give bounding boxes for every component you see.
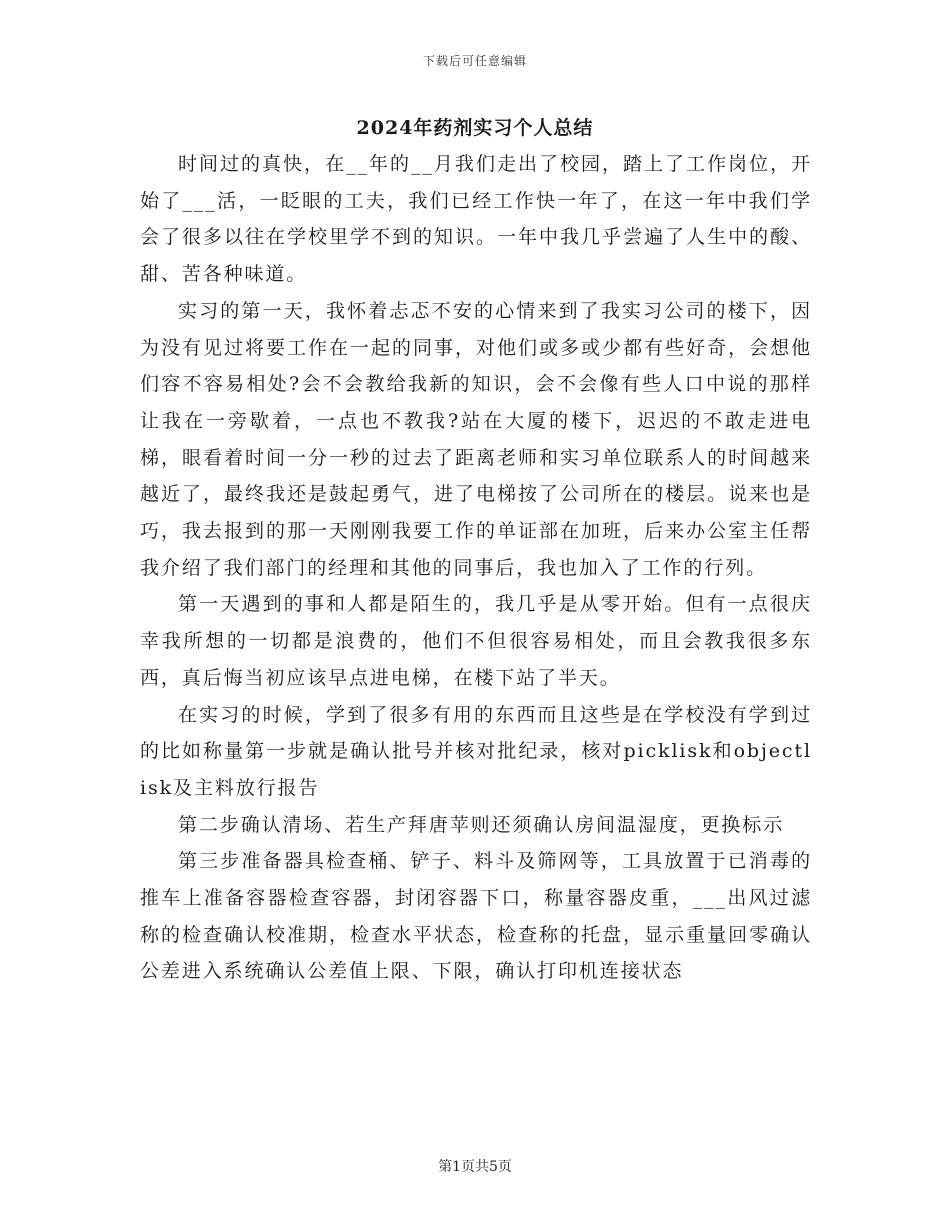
paragraph-weighing-step-1: 在实习的时候，学到了很多有用的东西而且这些是在学校没有学到过的比如称量第一步就是确认批号并核对批纪录，核对picklisk和objectlisk及主料放行报告 [140,703,812,799]
document-title: 2024年药剂实习个人总结 [356,117,594,139]
paragraph-weighing-step-3: 第三步准备器具检查桶、铲子、料斗及筛网等，工具放置于已消毒的推车上准备容器检查容器，封闭容器下口，称量容器皮重，___出风过滤称的检查确认校准期，检查水平状态，检查称的托盘，显示重量回零确认公差进入系统确认公差值上限、下限，确认打印机连接状态 [140,850,812,983]
paragraph-strangers: 第一天遇到的事和人都是陌生的，我几乎是从零开始。但有一点很庆幸我所想的一切都是浪费的，他们不但很容易相处，而且会教我很多东西，真后悔当初应该早点进电梯，在楼下站了半天。 [140,593,812,689]
paragraph-intro: 时间过的真快，在__年的__月我们走出了校园，踏上了工作岗位，开始了___活，一眨眼的工夫，我们已经工作快一年了，在这一年中我们学会了很多以往在学校里学不到的知识。一年中我几乎尝遍了人生中的酸、甜、苦各种味道。 [140,153,812,286]
paragraph-first-day: 实习的第一天，我怀着忐忑不安的心情来到了我实习公司的楼下，因为没有见过将要工作在一起的同事，对他们或多或少都有些好奇，会想他们容不容易相处?会不会教给我新的知识，会不会像有些人口中说的那样让我在一旁歇着，一点也不教我?站在大厦的楼下，迟迟的不敢走进电梯，眼看着时间一分一秒的过去了距离老师和实习单位联系人的时间越来越近了，最终我还是鼓起勇气，进了电梯按了公司所在的楼层。说来也是巧，我去报到的那一天刚刚我要工作的单证部在加班，后来办公室主任帮我介绍了我们部门的经理和其他的同事后，我也加入了工作的行列。 [140,299,812,579]
document-body [140,146,812,990]
header-note: 下载后可任意编辑 [422,54,527,68]
page-number: 第1页共5页 [438,1159,512,1175]
paragraph-weighing-step-2: 第二步确认清场、若生产拜唐苹则还须确认房间温湿度，更换标示 [178,813,785,836]
